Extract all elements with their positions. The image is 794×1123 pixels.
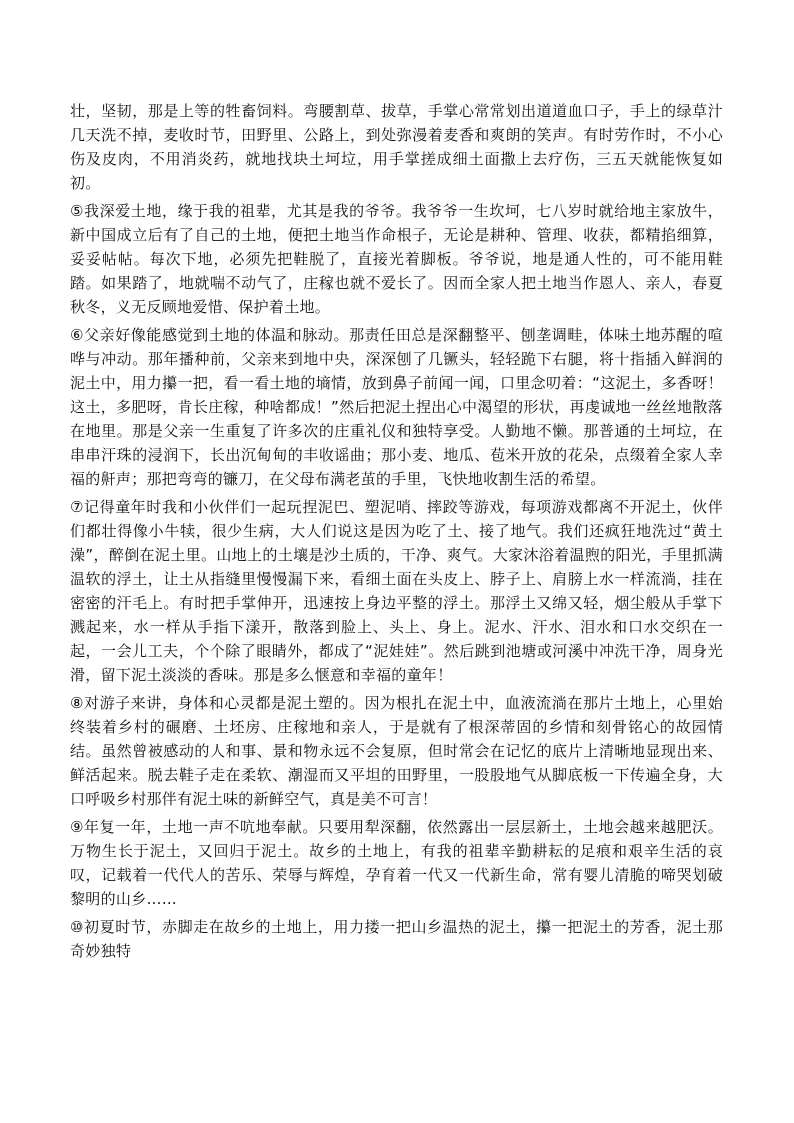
paragraph-10: ⑩初夏时节，赤脚走在故乡的土地上，用力搂一把山乡温热的泥土，攥一把泥土的芳香，泥土那奇妙独特 <box>70 918 723 960</box>
paragraph-continuation: 壮，坚韧，那是上等的牲畜饲料。弯腰割草、拔草，手掌心常常划出道道血口子，手上的绿草汁几天洗不掉，麦收时节，田野里、公路上，到处弥漫着麦香和爽朗的笑声。有时劳作时，不小心伤及皮肉，不用消炎药，就地找块土坷垃，用手掌搓成细土面撒上去疗伤，三五天就能恢复如初。 <box>70 102 723 192</box>
paragraph-7: ⑦记得童年时我和小伙伴们一起玩捏泥巴、塑泥哨、摔跤等游戏，每项游戏都离不开泥土，伙伴们都壮得像小牛犊，很少生病，大人们说这是因为吃了土、接了地气。我们还疯狂地洗过“黄土澡”，醉倒在泥土里。山地上的土壤是沙土质的，干净、爽气。大家沐浴着温煦的阳光，手里抓满温软的浮土，让土从指缝里慢慢漏下来，看细土面在头皮上、脖子上、肩膀上水一样流淌，挂在密密的汗毛上。有时把手掌伸开，迅速按上身边平整的浮土。那浮土又绵又轻，烟尘般从手掌下溅起来，水一样从手指下漾开，散落到脸上、头上、身上。泥水、汗水、泪水和口水交织在一起，一会儿工夫，个个除了眼睛外，都成了“泥娃娃”。然后跳到池塘或河溪中冲洗干净，周身光滑，留下泥土淡淡的香味。那是多么惬意和幸福的童年！ <box>70 498 723 684</box>
paragraph-8: ⑧对游子来讲，身体和心灵都是泥土塑的。因为根扎在泥土中，血液流淌在那片土地上，心里始终装着乡村的碾磨、土坯房、庄稼地和亲人，于是就有了根深蒂固的乡情和刻骨铭心的故园情结。虽然曾被感动的人和事、景和物永远不会复原，但时常会在记忆的底片上清晰地显现出来、鲜活起来。脱去鞋子走在柔软、潮湿而又平坦的田野里，一股股地气从脚底板一下传遍全身，大口呼吸乡村那伴有泥土味的新鲜空气，真是美不可言！ <box>70 694 723 808</box>
paragraph-5: ⑤我深爱土地，缘于我的祖辈，尤其是我的爷爷。我爷爷一生坎坷，七八岁时就给地主家放牛，新中国成立后有了自己的土地，便把土地当作命根子，无论是耕种、管理、收获，都精掐细算，妥妥帖帖。每次下地，必须先把鞋脱了，直接光着脚板。爷爷说，地是通人性的，可不能用鞋踏。如果踏了，地就喘不动气了，庄稼也就不爱长了。因而全家人把土地当作恩人、亲人，春夏秋冬，义无反顾地爱惜、保护着土地。 <box>70 202 723 316</box>
paragraph-6: ⑥父亲好像能感觉到土地的体温和脉动。那责任田总是深翻整平、刨垄调畦，体味土地苏醒的喧哗与冲动。那年播种前，父亲来到地中央，深深刨了几镢头，轻轻跪下右腿，将十指插入鲜润的泥土中，用力攥一把，看一看土地的墒情，放到鼻子前闻一闻，口里念叨着：“这泥土，多香呀！这土，多肥呀，肯长庄稼，种啥都成！”然后把泥土捏出心中渴望的形状，再虔诚地一丝丝地散落在地里。那是父亲一生重复了许多次的庄重礼仪和独特享受。人勤地不懒。那普通的土坷垃，在串串汗珠的浸润下，长出沉甸甸的丰收谣曲；那小麦、地瓜、苞米开放的花朵，点缀着全家人幸福的鼾声；那把弯弯的镰刀，在父母布满老茧的手里，飞快地收割生活的希望。 <box>70 326 723 488</box>
document-page <box>70 99 723 967</box>
paragraph-9: ⑨年复一年，土地一声不吭地奉献。只要用犁深翻，依然露出一层层新土，土地会越来越肥沃。万物生长于泥土，又回归于泥土。故乡的土地上，有我的祖辈辛勤耕耘的足痕和艰辛生活的哀叹，记载着一代代人的苦乐、荣辱与辉煌，孕育着一代又一代新生命，常有婴儿清脆的啼哭划破黎明的山乡…… <box>70 818 723 908</box>
